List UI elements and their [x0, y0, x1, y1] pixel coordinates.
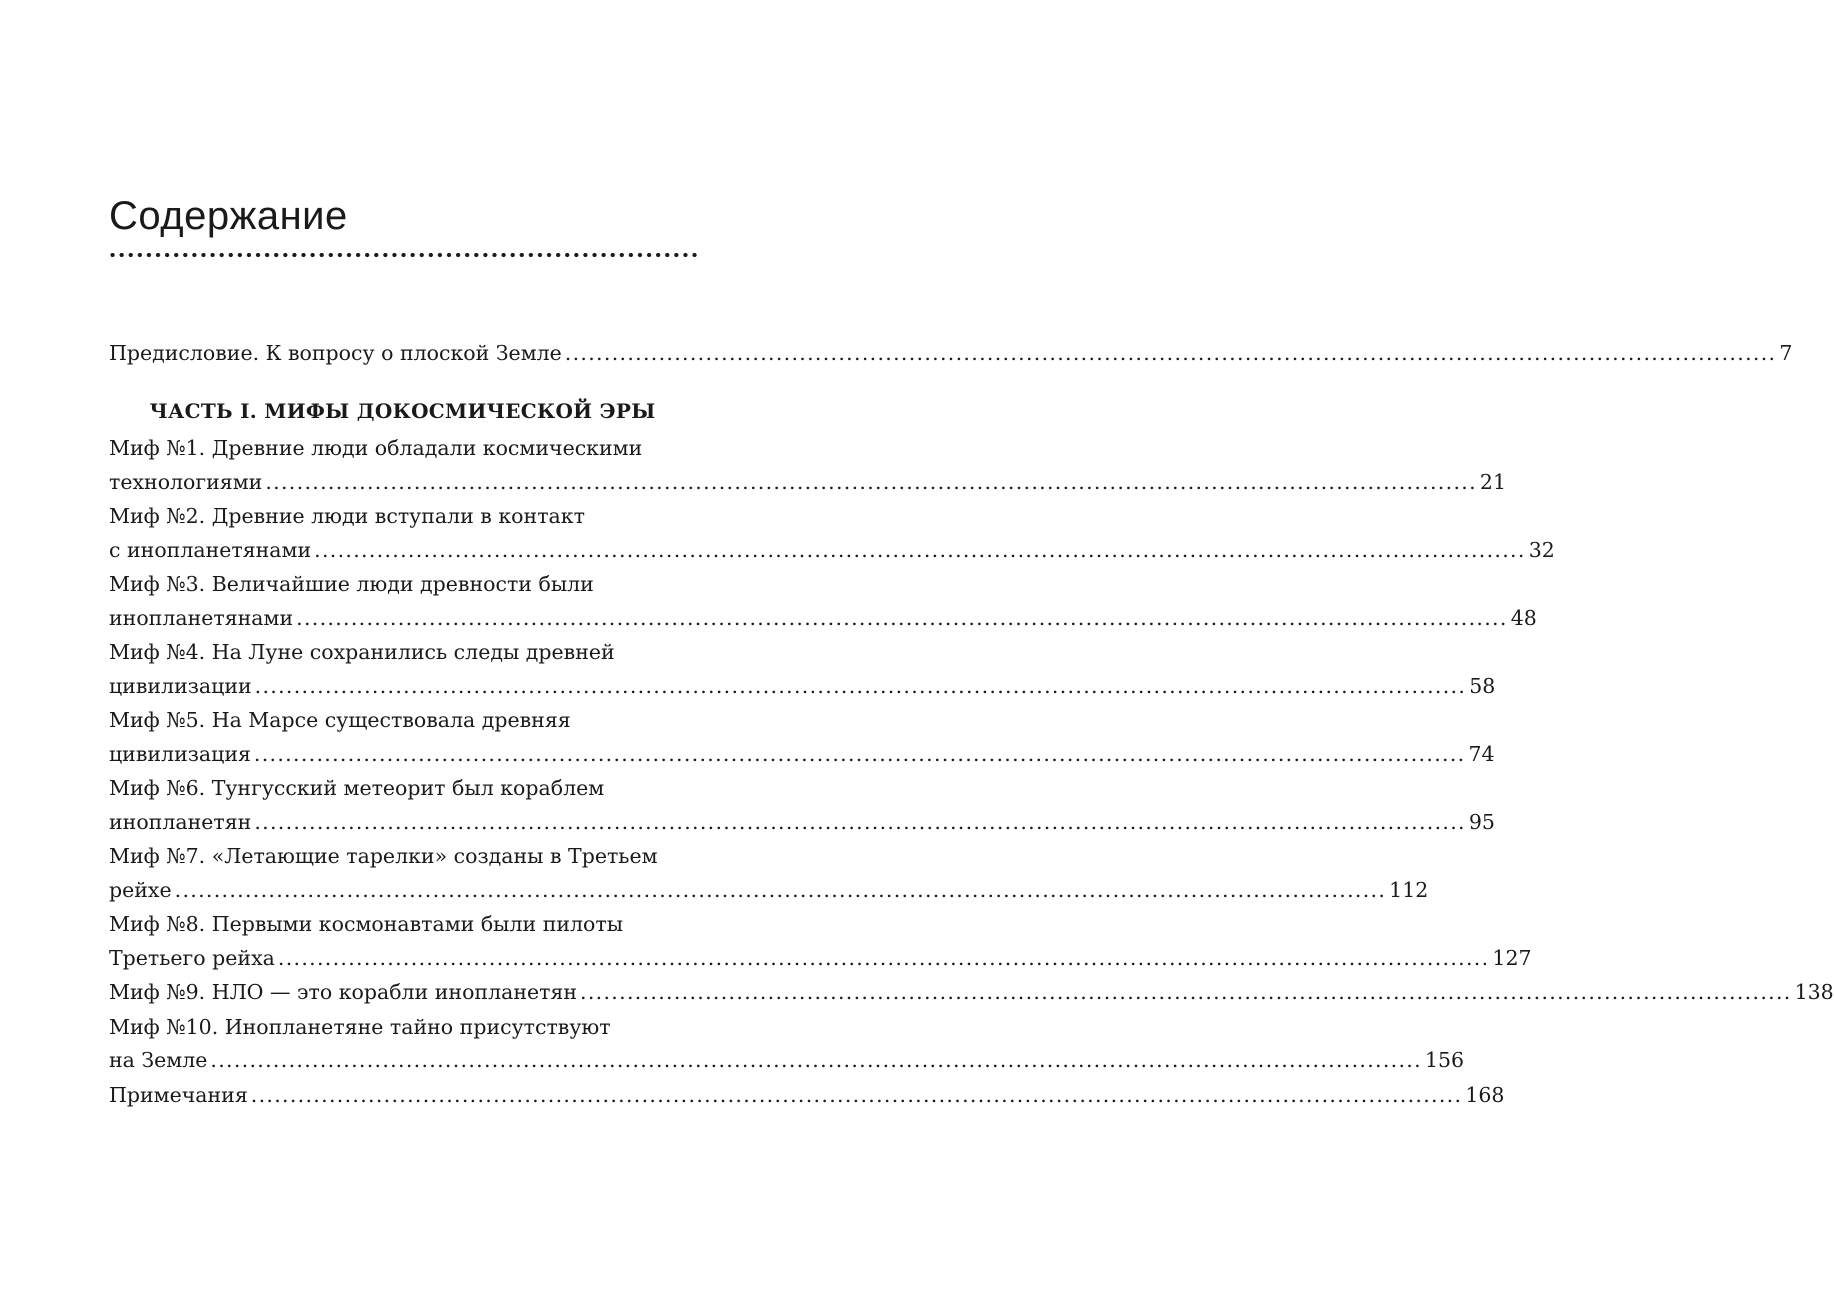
dot-leader: ...........................................................................................................................................................: [296, 605, 1508, 630]
dotted-divider: [108, 252, 698, 258]
toc-entry-title: Миф №3. Величайшие люди древности были: [109, 572, 594, 596]
toc-entry[interactable]: [109, 1011, 1465, 1078]
toc-entry-title-continued: цивилизации: [109, 673, 252, 698]
table-of-contents: [109, 337, 1834, 1113]
toc-page-number: 58: [1469, 673, 1496, 698]
toc-page-number: 127: [1492, 945, 1532, 970]
toc-page-number: 168: [1465, 1082, 1505, 1107]
toc-page-number: 74: [1468, 741, 1495, 766]
toc-entry-preface[interactable]: [109, 337, 1793, 371]
dot-leader: ...........................................................................................................................................................: [265, 469, 1477, 494]
toc-entry[interactable]: [109, 908, 1532, 975]
toc-entry-title: Примечания: [109, 1082, 248, 1107]
toc-entry[interactable]: [109, 500, 1555, 567]
toc-entry-title-continued: инопланетян: [109, 809, 252, 834]
toc-page-number: 95: [1468, 809, 1495, 834]
toc-page-number: 156: [1424, 1048, 1465, 1072]
dot-leader: ...........................................................................................................................................................: [564, 341, 1777, 365]
toc-entry[interactable]: [109, 976, 1834, 1010]
dot-leader: ...........................................................................................................................................................: [254, 809, 1466, 834]
toc-page-number: 112: [1389, 877, 1429, 902]
dot-leader: ...........................................................................................................................................................: [210, 1048, 1422, 1072]
dot-leader: ...........................................................................................................................................................: [254, 673, 1467, 698]
toc-entry-title-continued: на Земле: [109, 1048, 208, 1072]
toc-entry-title: Миф №6. Тунгусский метеорит был кораблем: [109, 776, 605, 800]
toc-entry-title: Миф №4. На Луне сохранились следы древней: [109, 640, 615, 664]
dot-leader: ...........................................................................................................................................................: [253, 741, 1466, 766]
toc-entry-title-continued: рейхе: [109, 877, 172, 902]
toc-entry-title: Миф №2. Древние люди вступали в контакт: [109, 504, 585, 528]
toc-page-number: 48: [1510, 605, 1537, 630]
dot-leader: ...........................................................................................................................................................: [314, 537, 1526, 562]
toc-entry-title-continued: инопланетянами: [109, 605, 294, 630]
toc-entry-title: Миф №1. Древние люди обладали космическими: [109, 436, 643, 460]
toc-entry[interactable]: [109, 772, 1495, 839]
dot-leader: ...........................................................................................................................................................: [277, 945, 1490, 970]
part-heading: ЧАСТЬ I. МИФЫ ДОКОСМИЧЕСКОЙ ЭРЫ: [149, 398, 656, 423]
dot-leader: ...........................................................................................................................................................: [250, 1082, 1463, 1107]
toc-entry[interactable]: [109, 432, 1506, 499]
toc-entry[interactable]: [109, 636, 1496, 703]
toc-entry[interactable]: [109, 568, 1537, 635]
toc-entry[interactable]: [109, 840, 1429, 907]
dot-leader: ...........................................................................................................................................................: [580, 980, 1792, 1004]
toc-page-number: 21: [1479, 469, 1506, 494]
toc-entry-title: Миф №7. «Летающие тарелки» созданы в Третьем: [109, 844, 658, 868]
page-title: Содержание: [109, 194, 348, 238]
toc-page-number: 7: [1779, 341, 1793, 365]
toc-entry-title: Миф №10. Инопланетяне тайно присутствуют: [109, 1014, 611, 1039]
toc-entry-title: Миф №9. НЛО — это корабли инопланетян: [109, 980, 578, 1004]
toc-entry-title-continued: Третьего рейха: [109, 945, 275, 970]
toc-entries: [109, 432, 1834, 1112]
toc-entry-title: Предисловие. К вопросу о плоской Земле: [109, 341, 562, 365]
toc-entry-title-continued: цивилизация: [109, 741, 251, 766]
toc-page-number: 138: [1794, 980, 1834, 1004]
toc-entry-title: Миф №5. На Марсе существовала древняя: [109, 708, 571, 732]
dot-leader: ...........................................................................................................................................................: [174, 877, 1387, 902]
toc-page-number: 32: [1528, 537, 1555, 562]
toc-entry-title: Миф №8. Первыми космонавтами были пилоты: [109, 912, 624, 936]
toc-entry-title-continued: технологиями: [109, 469, 263, 494]
toc-entry-title-continued: с инопланетянами: [109, 537, 312, 562]
toc-entry[interactable]: [109, 1079, 1505, 1113]
toc-entry[interactable]: [109, 704, 1495, 771]
